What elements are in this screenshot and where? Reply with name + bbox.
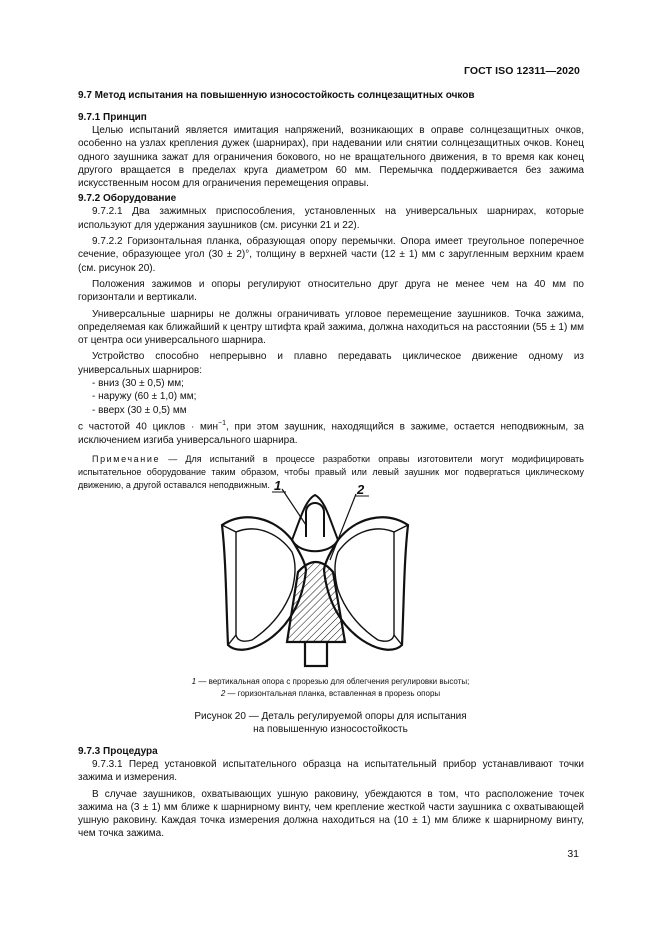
motion-list-item-out: - наружу (60 ± 1,0) мм; <box>92 391 197 403</box>
caption-line-2: на повышенную износостойкость <box>253 724 408 735</box>
section-title: 9.7 Метод испытания на повышенную износостойкость солнцезащитных очков <box>78 90 475 101</box>
frequency-text: с частотой 40 циклов · мин <box>78 421 219 433</box>
equipment-paragraph-3: Положения зажимов и опоры регулируют относительно друг друга не менее чем на 40 мм по горизонтали и вертикали. <box>78 278 584 304</box>
lower-text-block <box>78 745 584 841</box>
note-label: Примечание <box>92 453 161 464</box>
caption-line-1: Рисунок 20 — Деталь регулируемой опоры для испытания <box>194 711 467 722</box>
slot-outline <box>306 503 324 537</box>
legend-item-2 <box>0 688 661 700</box>
figure-caption <box>0 710 661 736</box>
page-number: 31 <box>567 848 579 860</box>
legend-number-2: 2 <box>220 689 226 698</box>
legend-item-1 <box>0 676 661 688</box>
principle-paragraph: Целью испытаний является имитация напряжений, возникающих в оправе солнцезащитных очков, особенно на узлах крепления дужек (шарнирах), при надевании или снятии солнцезащитных очков. Конец одного заушника зажат для ограничения бокового, но не вращательного движения, в то время как конец другого вращается в пределах круга диаметром 60 мм. Перемычка поддерживается без зажима искусственным носом для ограничения перемещения оправы. <box>78 125 584 190</box>
leader-line-1 <box>282 489 306 525</box>
legend-number-1: 1 <box>191 677 197 686</box>
callout-label-1: 1 <box>274 478 282 493</box>
subsection-title-principle: 9.7.1 Принцип <box>78 112 147 123</box>
subsection-title-equipment: 9.7.2 Оборудование <box>78 193 177 205</box>
motion-list-item-up: - вверх (30 ± 0,5) мм <box>92 404 187 416</box>
callout-label-2: 2 <box>357 482 365 497</box>
procedure-paragraph-1: 9.7.3.1 Перед установкой испытательного образца на испытательный прибор устанавливают точки зажима и измерения. <box>78 759 584 784</box>
procedure-paragraph-2: В случае заушников, охватывающих ушную раковину, убеждаются в том, что расположение точек зажима на (3 ± 1) мм ближе к шарнирному винту, чем крепление жесткой части заушника с охватывающей ушную раковину. Каждая точка измерения должна находиться на (10 ± 1) мм ближе к шарнирному винту, чем точка зажима. <box>78 788 584 840</box>
legend-text-2: — горизонтальная планка, вставленная в прорезь опоры <box>225 689 441 698</box>
figure-legend <box>0 676 661 700</box>
subsection-title-procedure: 9.7.3 Процедура <box>78 746 158 757</box>
vertical-support-base <box>305 642 327 666</box>
equipment-paragraph-1: 9.7.2.1 Два зажимных приспособления, установленных на универсальных шарнирах, которые используют для удержания заушников (см. рисунки 21 и 22). <box>78 206 584 231</box>
standard-header: ГОСТ ISO 12311—2020 <box>463 65 580 77</box>
legend-text-1: — вертикальная опора с прорезью для облегчения регулировки высоты; <box>196 677 470 686</box>
note-text: — Для испытаний в процессе разработки оправы изготовители могут модифицировать испытательное оборудование таким образом, чтобы правый или левый заушник мог подвергаться циклическому движению, а другой оставался неподвижным. <box>78 453 584 490</box>
frequency-text-rest: , при этом заушник, находящийся в зажиме, остается неподвижным, за исключением изгиба универсального шарнира. <box>78 421 584 446</box>
equipment-paragraph-4: Универсальные шарниры не должны ограничивать угловое перемещение заушников. Точка зажима, определяемая как ближайший к центру штифта край зажима, должна находиться на расстоянии (55 ± 1) мм от центра оси универсального шарнира. <box>78 308 584 347</box>
equipment-paragraph-5: Устройство способно непрерывно и плавно передавать циклическое движение одному из универсальных шарниров: <box>78 351 584 376</box>
prism-bar-outline <box>287 562 345 642</box>
motion-list-item-down: - вниз (30 ± 0,5) мм; <box>92 378 184 390</box>
equipment-paragraph-2: 9.7.2.2 Горизонтальная планка, образующая опору перемычки. Опора имеет треугольное поперечное сечение, образующее угол (30 ± 2)°, толщину в верхней части (12 ± 1) мм с заругленным верхним краем (см. рисунок 20). <box>78 236 584 274</box>
frequency-exponent: −1 <box>218 419 226 427</box>
